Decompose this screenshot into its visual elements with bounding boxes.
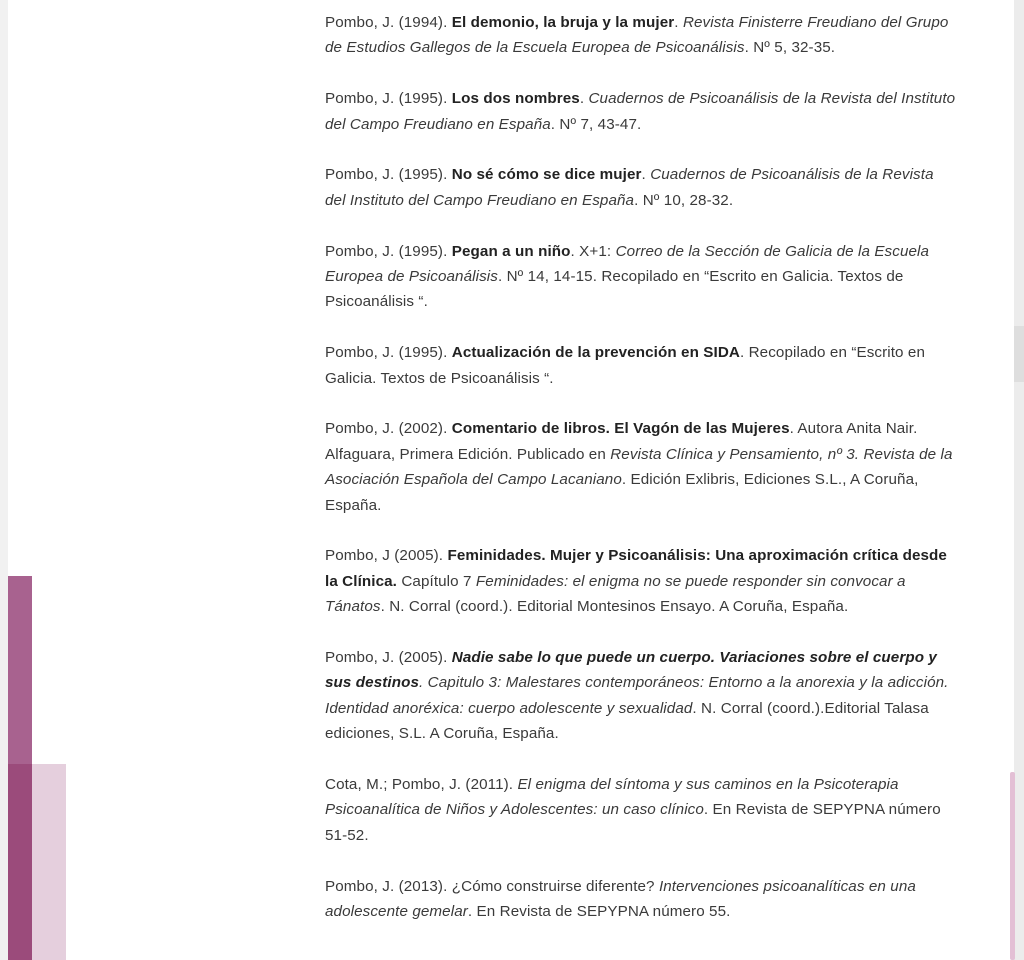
reference-details: . Nº 5, 32-35.: [744, 39, 836, 57]
reference-author: Pombo, J. (2002).: [325, 420, 448, 438]
reference-venue: Revista Finisterre Freudiano del Grupo de Estudios Gallegos de la Escuela Europea de Psicoanálisis: [325, 14, 949, 57]
reference-item: [325, 239, 957, 315]
reference-text: . X+1:: [570, 242, 616, 260]
reference-author: Pombo, J. (2013).: [325, 877, 448, 895]
reference-item: [325, 340, 957, 391]
reference-venue: Intervenciones psicoanalíticas en una adolescente gemelar: [325, 877, 916, 921]
reference-details: . N. Corral (coord.). Editorial Montesinos Ensayo. A Coruña, España.: [380, 598, 849, 616]
reference-venue: Cuadernos de Psicoanálisis de la Revista del Instituto del Campo Freudiano en España: [325, 90, 956, 133]
reference-item: [325, 86, 957, 137]
reference-details: . N. Corral (coord.).Editorial Talasa ediciones, S.L. A Coruña, España.: [325, 699, 929, 743]
reference-item: [325, 10, 957, 61]
reference-item: [325, 416, 957, 518]
reference-text: .: [674, 14, 683, 31]
scrollbar-thumb[interactable]: [1010, 772, 1015, 960]
reference-details: . En Revista de SEPYPNA número 55.: [467, 903, 731, 921]
reference-details: . Nº 14, 14-15. Recopilado en “Escrito en Galicia. Textos de Psicoanálisis “.: [325, 268, 904, 311]
reference-item: [325, 543, 957, 619]
reference-list: [325, 10, 957, 950]
reference-details: . En Revista de SEPYPNA número 51-52.: [325, 801, 941, 844]
reference-author: Pombo, J. (1995).: [325, 90, 448, 108]
reference-details: . Edición Exlibris, Ediciones S.L., A Coruña, España.: [325, 471, 919, 514]
reference-text: . Autora Anita Nair. Alfaguara, Primera Edición. Publicado en: [325, 420, 918, 463]
reference-venue: . Capitulo 3: Malestares contemporáneos: Entorno a la anorexia y la adicción. Identidad anoréxica: cuerpo adolescente y sexualidad: [325, 674, 949, 717]
reference-title: Feminidades. Mujer y Psicoanálisis: Una aproximación crítica desde la Clínica.: [325, 547, 947, 590]
reference-author: Pombo, J. (1995).: [325, 344, 448, 362]
decorative-bar-overlap: [8, 764, 32, 960]
reference-title: El demonio, la bruja y la mujer: [451, 14, 675, 31]
reference-title: Nadie sabe lo que puede un cuerpo. Variaciones sobre el cuerpo y sus destinos: [325, 649, 937, 692]
reference-venue: Cuadernos de Psicoanálisis de la Revista del Instituto del Campo Freudiano en España: [325, 166, 934, 209]
reference-details: . Nº 10, 28-32.: [634, 191, 734, 209]
reference-author: Pombo, J (2005).: [325, 547, 444, 565]
reference-venue: Feminidades: el enigma no se puede responder sin convocar a Tánatos: [325, 572, 906, 616]
reference-title: Pegan a un niño: [451, 242, 571, 260]
reference-author: Cota, M.; Pombo, J. (2011).: [325, 776, 514, 794]
reference-text: Capítulo 7: [397, 572, 476, 590]
reference-title: Actualización de la prevención en SIDA: [451, 344, 740, 362]
reference-text: .: [579, 90, 589, 108]
right-edge-shadow: [1014, 0, 1024, 960]
reference-title: Los dos nombres: [451, 90, 580, 108]
reference-text: . Recopilado en “Escrito en Galicia. Textos de Psicoanálisis “.: [325, 344, 926, 387]
reference-item: [325, 162, 957, 213]
reference-item: [325, 874, 957, 925]
reference-item: [325, 645, 957, 747]
reference-venue: Revista Clínica y Pensamiento, nº 3. Revista de la Asociación Española del Campo Lacaniano: [325, 445, 953, 489]
reference-title: Comentario de libros. El Vagón de las Mujeres: [451, 420, 790, 438]
reference-title: No sé cómo se dice mujer: [451, 166, 642, 184]
reference-author: Pombo, J. (1995).: [325, 166, 448, 184]
reference-author: Pombo, J. (1994).: [325, 14, 448, 31]
reference-author: Pombo, J. (2005).: [325, 649, 448, 667]
reference-text: ¿Cómo construirse diferente?: [451, 877, 659, 895]
reference-text: .: [641, 166, 651, 184]
right-edge-notch: [1014, 326, 1024, 382]
reference-item: [325, 772, 957, 848]
reference-details: . Nº 7, 43-47.: [550, 115, 642, 133]
reference-author: Pombo, J. (1995).: [325, 242, 448, 260]
reference-venue: El enigma del síntoma y sus caminos en la Psicoterapia Psicoanalítica de Niños y Adolescentes: un caso clínico: [325, 776, 899, 819]
reference-venue: Correo de la Sección de Galicia de la Escuela Europea de Psicoanálisis: [325, 242, 930, 286]
